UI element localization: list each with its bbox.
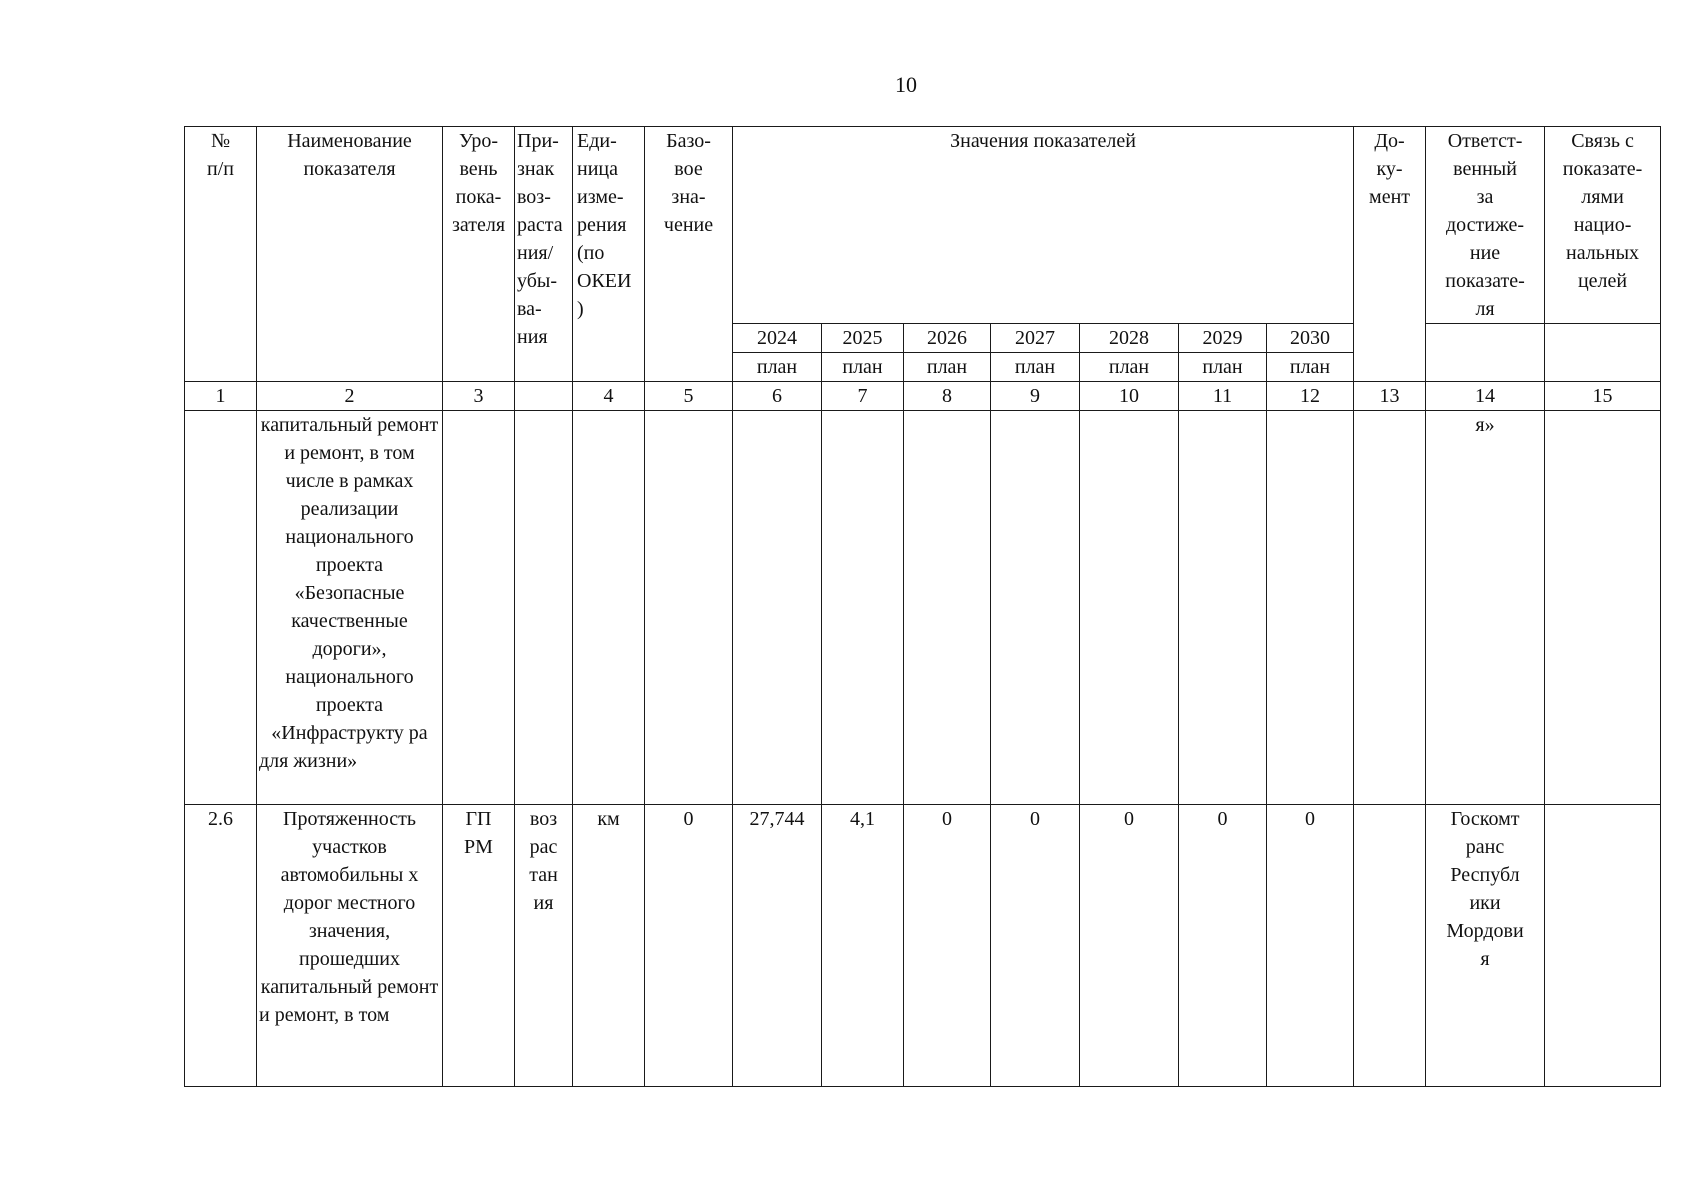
header-unit: Еди- ница изме- рения (по ОКЕИ )	[573, 127, 645, 382]
row-value-2025: 4,1	[822, 805, 904, 1087]
row-document	[1354, 411, 1426, 805]
column-number: 2	[257, 382, 443, 411]
column-number: 13	[1354, 382, 1426, 411]
header-link: Связь с показате- лями нацио- нальных целей	[1545, 127, 1661, 324]
row-value-2027: 0	[991, 805, 1080, 1087]
row-value-2026	[904, 411, 991, 805]
column-number: 9	[991, 382, 1080, 411]
indicators-table	[184, 126, 1661, 1087]
plan-label: план	[733, 353, 822, 382]
row-num	[185, 411, 257, 805]
row-value-2024	[733, 411, 822, 805]
row-value-2024: 27,744	[733, 805, 822, 1087]
column-number: 4	[573, 382, 645, 411]
year-2024: 2024	[733, 324, 822, 353]
plan-label: план	[991, 353, 1080, 382]
column-number: 15	[1545, 382, 1661, 411]
table-row	[185, 411, 1661, 805]
column-number: 14	[1426, 382, 1545, 411]
row-trend: воз рас тан ия	[515, 805, 573, 1087]
row-level	[443, 411, 515, 805]
row-base-value: 0	[645, 805, 733, 1087]
row-unit	[573, 411, 645, 805]
plan-label: план	[904, 353, 991, 382]
row-value-2029: 0	[1179, 805, 1267, 1087]
header-name: Наименование показателя	[257, 127, 443, 382]
header-values-group: Значения показателей	[733, 127, 1354, 324]
header-trend: При- знак воз- раста ния/ убы- ва- ния	[515, 127, 573, 382]
row-link	[1545, 411, 1661, 805]
plan-label: план	[1267, 353, 1354, 382]
row-value-2030: 0	[1267, 805, 1354, 1087]
row-value-2027	[991, 411, 1080, 805]
column-number: 12	[1267, 382, 1354, 411]
column-number: 8	[904, 382, 991, 411]
row-responsible: я»	[1426, 411, 1545, 805]
header-num: № п/п	[185, 127, 257, 382]
row-value-2025	[822, 411, 904, 805]
row-document	[1354, 805, 1426, 1087]
row-base-value	[645, 411, 733, 805]
column-number	[515, 382, 573, 411]
page-number: 10	[895, 72, 917, 97]
column-number: 6	[733, 382, 822, 411]
plan-label: план	[1179, 353, 1267, 382]
year-2027: 2027	[991, 324, 1080, 353]
row-num: 2.6	[185, 805, 257, 1087]
year-2030: 2030	[1267, 324, 1354, 353]
row-responsible: Госкомт ранс Республ ики Мордови я	[1426, 805, 1545, 1087]
plan-label: план	[1080, 353, 1179, 382]
column-number: 11	[1179, 382, 1267, 411]
row-unit: км	[573, 805, 645, 1087]
year-2028: 2028	[1080, 324, 1179, 353]
header-document: До- ку- мент	[1354, 127, 1426, 382]
year-2029: 2029	[1179, 324, 1267, 353]
row-value-2028	[1080, 411, 1179, 805]
header-responsible-empty	[1426, 324, 1545, 382]
header-base: Базо- вое зна- чение	[645, 127, 733, 382]
column-number: 5	[645, 382, 733, 411]
row-value-2030	[1267, 411, 1354, 805]
row-level: ГП РМ	[443, 805, 515, 1087]
column-number: 10	[1080, 382, 1179, 411]
row-indicator-name: капитальный ремонт и ремонт, в том числе в рамках реализации национального проекта «Безопасные качественные дороги», национального проекта «Инфраструкту ра для жизни»	[257, 411, 443, 805]
row-indicator-name: Протяженность участков автомобильны х дорог местного значения, прошедших капитальный ремонт и ремонт, в том	[257, 805, 443, 1087]
row-value-2028: 0	[1080, 805, 1179, 1087]
year-2025: 2025	[822, 324, 904, 353]
table-row	[185, 805, 1661, 1087]
column-number: 3	[443, 382, 515, 411]
header-row-1	[185, 127, 1661, 324]
row-value-2026: 0	[904, 805, 991, 1087]
column-numbers-row	[185, 382, 1661, 411]
year-2026: 2026	[904, 324, 991, 353]
header-responsible: Ответст- венный за достиже- ние показате- ля	[1426, 127, 1545, 324]
header-link-empty	[1545, 324, 1661, 382]
plan-label: план	[822, 353, 904, 382]
column-number: 7	[822, 382, 904, 411]
row-value-2029	[1179, 411, 1267, 805]
row-trend	[515, 411, 573, 805]
header-level: Уро- вень пока- зателя	[443, 127, 515, 382]
column-number: 1	[185, 382, 257, 411]
row-link	[1545, 805, 1661, 1087]
